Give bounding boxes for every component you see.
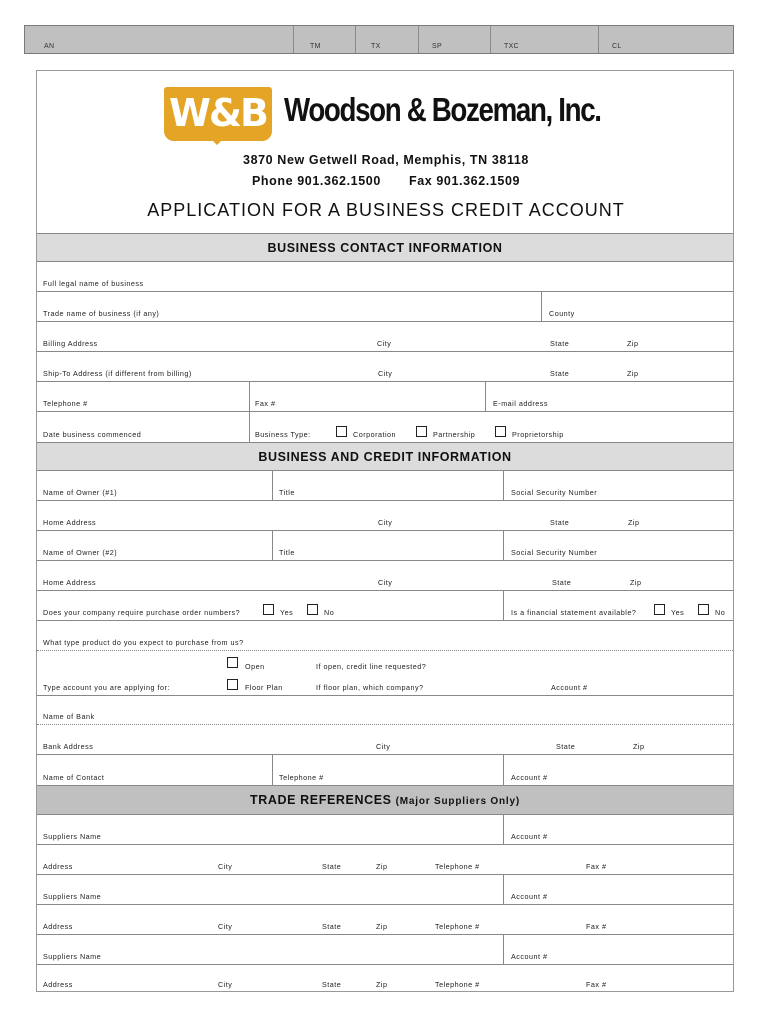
ship-city-field[interactable]: City (378, 369, 393, 378)
supplier-telephone-field[interactable]: Telephone # (435, 862, 480, 871)
logo-monogram: W&B (168, 91, 268, 135)
billing-address-field[interactable]: Billing Address (43, 339, 98, 348)
supplier-state-field[interactable]: State (322, 862, 342, 871)
divider (503, 815, 504, 844)
full-legal-name-field[interactable] (37, 262, 733, 292)
telephone-field[interactable]: Telephone # (43, 399, 88, 408)
office-field-tx[interactable] (355, 26, 419, 53)
open-account-label: Open (245, 662, 265, 671)
floor-plan-label: Floor Plan (245, 683, 283, 692)
floor-plan-checkbox[interactable] (227, 679, 238, 690)
floor-plan-company-field[interactable]: If floor plan, which company? (316, 683, 424, 692)
contact-numbers-row (37, 382, 733, 412)
supplier-1-name-row (37, 815, 733, 845)
office-field-txc[interactable] (490, 26, 599, 53)
supplier-city-field[interactable]: City (218, 922, 233, 931)
section-heading: TRADE REFERENCES (250, 793, 392, 807)
trade-name-row (37, 292, 733, 322)
billing-state-field[interactable]: State (550, 339, 570, 348)
office-use-bar (24, 25, 734, 54)
section-heading: BUSINESS CONTACT INFORMATION (267, 241, 503, 255)
financial-no-label: No (715, 608, 726, 617)
supplier-name-field[interactable]: Suppliers Name (43, 952, 102, 961)
financial-question: Is a financial statement available? (511, 608, 637, 617)
corporation-label: Corporation (353, 430, 397, 439)
section-business-contact (37, 233, 733, 262)
owner2-city-field[interactable]: City (378, 578, 393, 587)
divider (503, 591, 504, 620)
company-name: Woodson & Bozeman, Inc. (284, 91, 601, 128)
supplier-2-name-row (37, 875, 733, 905)
partnership-checkbox[interactable] (416, 426, 427, 437)
bank-name-field[interactable] (37, 696, 733, 725)
divider (541, 292, 542, 321)
supplier-zip-field[interactable]: Zip (376, 922, 388, 931)
business-type-label: Business Type: (255, 430, 311, 439)
supplier-telephone-field[interactable]: Telephone # (435, 922, 480, 931)
supplier-zip-field[interactable]: Zip (376, 980, 388, 989)
county-field[interactable]: County (549, 309, 575, 318)
company-address: 3870 New Getwell Road, Memphis, TN 38118 (243, 153, 529, 167)
field-label: Full legal name of business (43, 279, 144, 288)
section-heading: BUSINESS AND CREDIT INFORMATION (258, 450, 512, 464)
owner1-home-field[interactable]: Home Address (43, 518, 97, 527)
office-field-sp[interactable] (418, 26, 491, 53)
bank-contact-row (37, 755, 733, 785)
product-question: What type product do you expect to purchase from us? (43, 638, 244, 647)
supplier-name-field[interactable]: Suppliers Name (43, 892, 102, 901)
bank-contact-field[interactable]: Name of Contact (43, 773, 105, 782)
owner2-ssn-field[interactable]: Social Security Number (511, 548, 598, 557)
section-business-credit (37, 442, 733, 471)
supplier-fax-field[interactable]: Fax # (586, 922, 607, 931)
company-logo-badge (164, 87, 272, 141)
supplier-account-field[interactable]: Account # (511, 832, 548, 841)
supplier-state-field[interactable]: State (322, 980, 342, 989)
proprietorship-checkbox[interactable] (495, 426, 506, 437)
bank-telephone-field[interactable]: Telephone # (279, 773, 324, 782)
supplier-address-field[interactable]: Address (43, 980, 73, 989)
supplier-city-field[interactable]: City (218, 862, 233, 871)
divider (249, 382, 250, 411)
office-field-cl[interactable] (598, 26, 734, 53)
divider (272, 531, 273, 560)
account-type-row (37, 651, 733, 696)
supplier-address-field[interactable]: Address (43, 862, 73, 871)
floor-plan-account-field[interactable]: Account # (551, 683, 588, 692)
supplier-2-address-row (37, 905, 733, 935)
ship-to-address-field[interactable]: Ship-To Address (if different from billing) (43, 369, 192, 378)
owner2-home-row (37, 561, 733, 591)
divider (485, 382, 486, 411)
credit-application-form (36, 70, 734, 992)
bank-zip-field[interactable]: Zip (633, 742, 645, 751)
bank-address-row (37, 725, 733, 755)
ship-to-row (37, 352, 733, 382)
owner1-ssn-field[interactable]: Social Security Number (511, 488, 598, 497)
section-subheading: (Major Suppliers Only) (395, 796, 520, 807)
owner2-row (37, 531, 733, 561)
supplier-state-field[interactable]: State (322, 922, 342, 931)
owner2-zip-field[interactable]: Zip (630, 578, 642, 587)
supplier-3-address-row (37, 965, 733, 992)
supplier-address-field[interactable]: Address (43, 922, 73, 931)
divider (503, 755, 504, 785)
email-field[interactable]: E-mail address (493, 399, 548, 408)
supplier-account-field[interactable]: Account # (511, 952, 548, 961)
divider (249, 412, 250, 442)
bank-account-field[interactable]: Account # (511, 773, 548, 782)
open-account-checkbox[interactable] (227, 657, 238, 668)
divider (503, 875, 504, 904)
divider (272, 471, 273, 500)
logo-badge-point (212, 140, 222, 145)
po-question: Does your company require purchase order numbers? (43, 608, 241, 617)
form-title: APPLICATION FOR A BUSINESS CREDIT ACCOUNT (147, 200, 625, 220)
owner1-title-field[interactable]: Title (279, 488, 295, 497)
billing-city-field[interactable]: City (377, 339, 392, 348)
divider (503, 471, 504, 500)
billing-address-row (37, 322, 733, 352)
supplier-3-name-row (37, 935, 733, 965)
supplier-account-field[interactable]: Account # (511, 892, 548, 901)
bank-address-field[interactable]: Bank Address (43, 742, 94, 751)
corporation-checkbox[interactable] (336, 426, 347, 437)
supplier-1-address-row (37, 845, 733, 875)
owner2-state-field[interactable]: State (552, 578, 572, 587)
company-phone-fax (37, 174, 735, 188)
credit-line-field[interactable]: If open, credit line requested? (316, 662, 427, 671)
fax-field[interactable]: Fax # (255, 399, 276, 408)
financial-yes-checkbox[interactable] (654, 604, 665, 615)
office-label-tx: TX (371, 43, 381, 50)
office-label-txc: TXC (504, 43, 519, 50)
owner1-home-row (37, 501, 733, 531)
company-fax: Fax 901.362.1509 (408, 174, 521, 188)
owner1-city-field[interactable]: City (378, 518, 393, 527)
office-label-an: AN (44, 43, 55, 50)
office-label-sp: SP (432, 43, 442, 50)
date-commenced-field[interactable]: Date business commenced (43, 430, 142, 439)
office-field-tm[interactable] (293, 26, 356, 53)
bank-city-field[interactable]: City (376, 742, 391, 751)
owner2-title-field[interactable]: Title (279, 548, 295, 557)
account-type-label: Type account you are applying for: (43, 683, 170, 692)
owner2-home-field[interactable]: Home Address (43, 578, 97, 587)
partnership-label: Partnership (433, 430, 476, 439)
owner1-zip-field[interactable]: Zip (628, 518, 640, 527)
product-type-field[interactable] (37, 621, 733, 651)
bank-state-field[interactable]: State (556, 742, 576, 751)
proprietorship-label: Proprietorship (512, 430, 564, 439)
supplier-city-field[interactable]: City (218, 980, 233, 989)
office-label-cl: CL (612, 43, 622, 50)
po-yes-checkbox[interactable] (263, 604, 274, 615)
divider (503, 531, 504, 560)
po-no-label: No (324, 608, 335, 617)
owner2-name-field[interactable]: Name of Owner (#2) (43, 548, 118, 557)
company-phone: Phone 901.362.1500 (251, 174, 381, 188)
divider (503, 935, 504, 964)
owner1-row (37, 471, 733, 501)
date-business-type-row (37, 412, 733, 442)
supplier-fax-field[interactable]: Fax # (586, 862, 607, 871)
financial-yes-label: Yes (671, 608, 685, 617)
ship-state-field[interactable]: State (550, 369, 570, 378)
financial-no-checkbox[interactable] (698, 604, 709, 615)
office-label-tm: TM (310, 43, 321, 50)
trade-name-field[interactable]: Trade name of business (if any) (43, 309, 160, 318)
owner1-name-field[interactable]: Name of Owner (#1) (43, 488, 118, 497)
billing-zip-field[interactable]: Zip (627, 339, 639, 348)
po-no-checkbox[interactable] (307, 604, 318, 615)
office-field-an[interactable] (25, 26, 293, 53)
ship-zip-field[interactable]: Zip (627, 369, 639, 378)
supplier-zip-field[interactable]: Zip (376, 862, 388, 871)
field-label: Name of Bank (43, 712, 95, 721)
section-trade-references (37, 785, 733, 815)
po-yes-label: Yes (280, 608, 294, 617)
owner1-state-field[interactable]: State (550, 518, 570, 527)
divider (272, 755, 273, 785)
supplier-fax-field[interactable]: Fax # (586, 980, 607, 989)
po-financial-row (37, 591, 733, 621)
supplier-name-field[interactable]: Suppliers Name (43, 832, 102, 841)
supplier-telephone-field[interactable]: Telephone # (435, 980, 480, 989)
